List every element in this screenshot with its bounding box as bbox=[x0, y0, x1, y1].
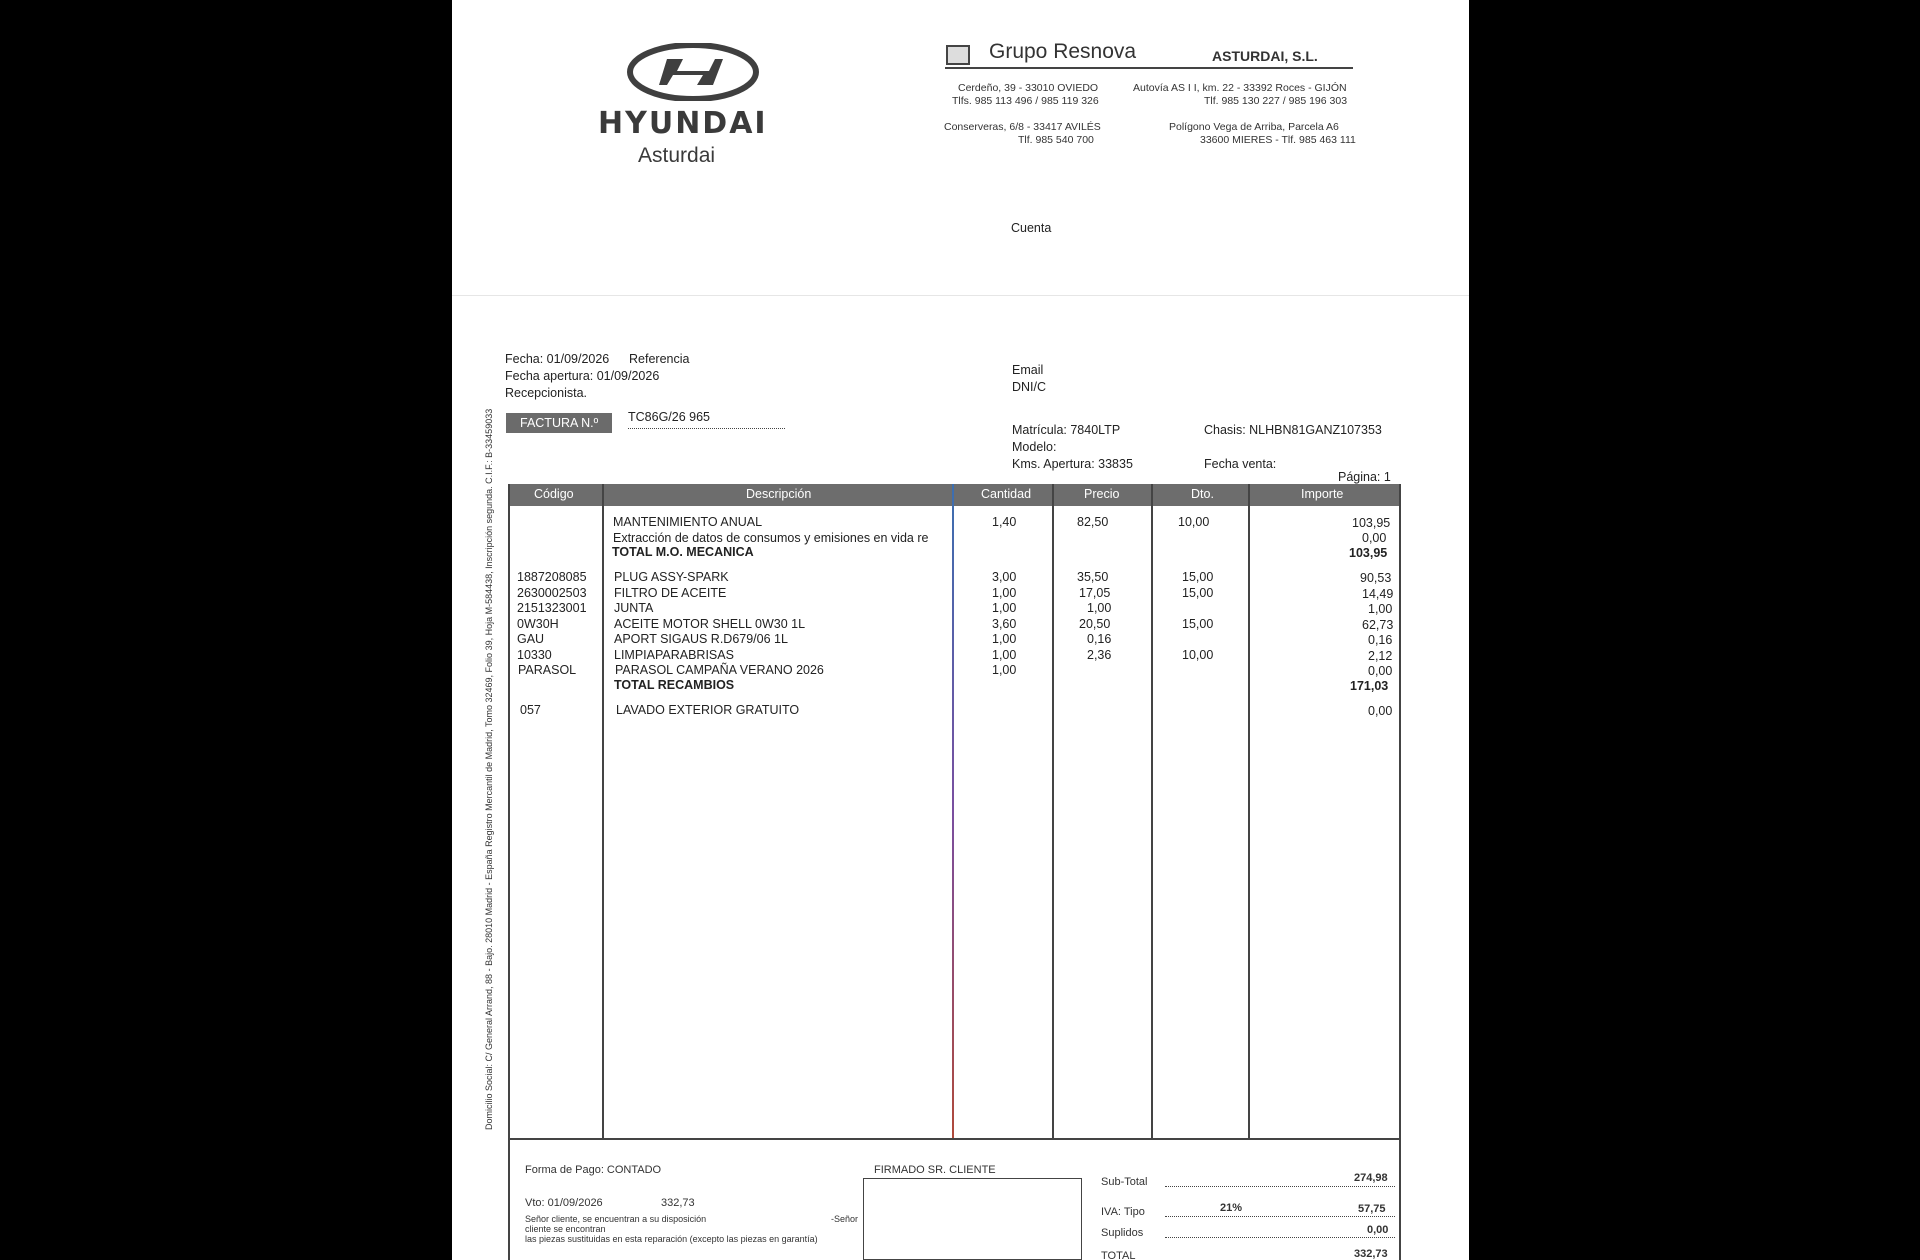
row-1-dto: 10,00 bbox=[1178, 515, 1210, 529]
row-4-codigo: 1887208085 bbox=[517, 570, 587, 584]
table-header bbox=[508, 484, 1401, 506]
row-12-importe: 0,00 bbox=[1368, 704, 1393, 718]
row-1-importe: 103,95 bbox=[1352, 516, 1391, 530]
row-10-codigo: PARASOL bbox=[518, 663, 577, 677]
address-mieres-1: Polígono Vega de Arriba, Parcela A6 bbox=[1169, 121, 1339, 133]
row-9-dto: 10,00 bbox=[1182, 648, 1214, 662]
row-7-cantidad: 3,60 bbox=[992, 617, 1017, 631]
row-6-cantidad: 1,00 bbox=[992, 601, 1017, 615]
row-7-descripcion: ACEITE MOTOR SHELL 0W30 1L bbox=[614, 617, 806, 631]
senor-label: -Señor bbox=[831, 1214, 859, 1224]
modelo: Modelo: bbox=[1012, 440, 1057, 454]
total-label: TOTAL bbox=[1101, 1250, 1136, 1260]
grid-line bbox=[952, 484, 954, 1140]
row-8-cantidad: 1,00 bbox=[992, 632, 1017, 646]
logo-brand-text: HYUNDAI bbox=[598, 106, 768, 141]
row-4-cantidad: 3,00 bbox=[992, 570, 1017, 584]
fecha-apertura: Fecha apertura: 01/09/2026 bbox=[505, 369, 660, 383]
row-6-descripcion: JUNTA bbox=[614, 601, 654, 615]
grid-line bbox=[1399, 484, 1401, 1140]
row-4-precio: 35,50 bbox=[1077, 570, 1109, 584]
vencimiento: Vto: 01/09/2026 bbox=[525, 1197, 603, 1209]
row-10-descripcion: PARASOL CAMPAÑA VERANO 2026 bbox=[615, 663, 824, 677]
dni-label: DNI/C bbox=[1012, 380, 1047, 394]
address-oviedo-2: Tlfs. 985 113 496 / 985 119 326 bbox=[952, 95, 1099, 107]
address-aviles-1: Conserveras, 6/8 - 33417 AVILÉS bbox=[944, 121, 1101, 133]
row-9-importe: 2,12 bbox=[1368, 649, 1393, 663]
referencia: Referencia bbox=[629, 352, 690, 366]
row-1-descripcion: MANTENIMIENTO ANUAL bbox=[613, 515, 763, 529]
row-9-cantidad: 1,00 bbox=[992, 648, 1017, 662]
chasis: Chasis: NLHBN81GANZ107353 bbox=[1204, 423, 1382, 437]
logo-sub-text: Asturdai bbox=[638, 144, 716, 167]
nota-3: las piezas sustituidas en esta reparación (excepto las piezas en garantía) bbox=[525, 1234, 818, 1244]
address-mieres-2: 33600 MIERES - Tlf. 985 463 111 bbox=[1200, 134, 1356, 146]
row-8-precio: 0,16 bbox=[1087, 632, 1112, 646]
row-7-codigo: 0W30H bbox=[517, 617, 559, 631]
kms-apertura: Kms. Apertura: 33835 bbox=[1012, 457, 1133, 471]
invoice-page bbox=[452, 0, 1469, 1260]
row-10-cantidad: 1,00 bbox=[992, 663, 1017, 677]
row-3-descripcion: TOTAL M.O. MECANICA bbox=[612, 545, 754, 559]
factura-label: FACTURA N.º bbox=[506, 413, 612, 433]
row-8-importe: 0,16 bbox=[1368, 633, 1393, 647]
fecha: Fecha: 01/09/2026 bbox=[505, 352, 610, 366]
row-4-dto: 15,00 bbox=[1182, 570, 1214, 584]
company-name: ASTURDAI, S.L. bbox=[1212, 48, 1318, 64]
factura-dots bbox=[628, 428, 785, 429]
row-8-descripcion: APORT SIGAUS R.D679/06 1L bbox=[614, 632, 788, 646]
grid-line bbox=[602, 484, 604, 1140]
matricula: Matrícula: 7840LTP bbox=[1012, 423, 1121, 437]
grid-line bbox=[1248, 484, 1250, 1140]
cuenta-label: Cuenta bbox=[1011, 221, 1052, 235]
row-7-importe: 62,73 bbox=[1362, 618, 1394, 632]
grid-line bbox=[1151, 484, 1153, 1140]
row-9-codigo: 10330 bbox=[517, 648, 552, 662]
row-3-importe: 103,95 bbox=[1349, 546, 1388, 560]
row-1-precio: 82,50 bbox=[1077, 515, 1109, 529]
vencimiento-importe: 332,73 bbox=[661, 1197, 695, 1209]
row-2-descripcion: Extracción de datos de consumos y emisiones en vida re bbox=[613, 531, 929, 545]
resnova-logo-icon bbox=[946, 45, 970, 65]
col-precio: Precio bbox=[1084, 487, 1120, 501]
legal-side-text: Domicilio Social: C/ General Arrand, 88 - Bajo. 28010 Madrid - España Registro Mercantil de Madrid, Tomo 32469, Folio 39, Hoja M-584438, Inscripción segunda. C.I.F.: B-33459033 bbox=[484, 408, 494, 1130]
col-descripcion: Descripción bbox=[746, 487, 812, 501]
col-codigo: Código bbox=[534, 487, 574, 501]
grid-line bbox=[1052, 484, 1054, 1140]
suplidos-label: Suplidos bbox=[1101, 1227, 1144, 1239]
row-11-descripcion: TOTAL RECAMBIOS bbox=[614, 678, 735, 692]
group-name: Grupo Resnova bbox=[989, 40, 1137, 63]
col-importe: Importe bbox=[1301, 487, 1344, 501]
nota-2: cliente se encontran bbox=[525, 1224, 606, 1234]
fold-line bbox=[452, 295, 1469, 296]
row-4-importe: 90,53 bbox=[1360, 571, 1392, 585]
col-cantidad: Cantidad bbox=[981, 487, 1032, 501]
hyundai-logo-icon bbox=[627, 43, 759, 101]
fecha-venta: Fecha venta: bbox=[1204, 457, 1277, 471]
subtotal-value: 274,98 bbox=[1354, 1172, 1388, 1184]
nota-1: Señor cliente, se encuentran a su disposición bbox=[525, 1214, 707, 1224]
row-2-importe: 0,00 bbox=[1362, 531, 1387, 545]
iva-value: 57,75 bbox=[1358, 1203, 1386, 1215]
address-oviedo-1: Cerdeño, 39 - 33010 OVIEDO bbox=[958, 82, 1099, 94]
firmado-label: FIRMADO SR. CLIENTE bbox=[874, 1164, 996, 1176]
row-11-importe: 171,03 bbox=[1350, 679, 1389, 693]
row-5-descripcion: FILTRO DE ACEITE bbox=[614, 586, 727, 600]
col-dto: Dto. bbox=[1191, 487, 1214, 501]
recepcionista: Recepcionista. bbox=[505, 386, 587, 400]
grid-line bbox=[508, 484, 510, 1140]
suplidos-dots bbox=[1165, 1237, 1395, 1238]
row-12-descripcion: LAVADO EXTERIOR GRATUITO bbox=[616, 703, 800, 717]
subtotal-dots bbox=[1165, 1186, 1395, 1187]
row-6-codigo: 2151323001 bbox=[517, 601, 587, 615]
row-5-dto: 15,00 bbox=[1182, 586, 1214, 600]
total-value: 332,73 bbox=[1354, 1248, 1388, 1260]
iva-dots bbox=[1165, 1216, 1395, 1217]
address-gijon-2: Tlf. 985 130 227 / 985 196 303 bbox=[1204, 95, 1348, 107]
row-5-importe: 14,49 bbox=[1362, 587, 1394, 601]
header-divider bbox=[945, 67, 1353, 69]
row-5-cantidad: 1,00 bbox=[992, 586, 1017, 600]
page-number: Página: 1 bbox=[1338, 470, 1391, 484]
row-7-dto: 15,00 bbox=[1182, 617, 1214, 631]
subtotal-label: Sub-Total bbox=[1101, 1176, 1148, 1188]
address-gijon-1: Autovía AS I I, km. 22 - 33392 Roces - GIJÓN bbox=[1133, 82, 1347, 94]
row-5-codigo: 2630002503 bbox=[517, 586, 587, 600]
iva-label: IVA: Tipo bbox=[1101, 1206, 1145, 1218]
row-9-precio: 2,36 bbox=[1087, 648, 1112, 662]
address-aviles-2: Tlf. 985 540 700 bbox=[1018, 134, 1094, 146]
forma-pago: Forma de Pago: CONTADO bbox=[525, 1164, 662, 1176]
row-12-codigo: 057 bbox=[520, 703, 541, 717]
row-1-cantidad: 1,40 bbox=[992, 515, 1017, 529]
factura-number: TC86G/26 965 bbox=[628, 410, 710, 424]
row-6-precio: 1,00 bbox=[1087, 601, 1112, 615]
row-8-codigo: GAU bbox=[517, 632, 545, 646]
row-5-precio: 17,05 bbox=[1079, 586, 1111, 600]
row-9-descripcion: LIMPIAPARABRISAS bbox=[614, 648, 734, 662]
iva-tipo: 21% bbox=[1220, 1202, 1243, 1214]
signature-box bbox=[863, 1178, 1082, 1260]
email-label: Email bbox=[1012, 363, 1044, 377]
row-6-importe: 1,00 bbox=[1368, 602, 1393, 616]
row-10-importe: 0,00 bbox=[1368, 664, 1393, 678]
row-4-descripcion: PLUG ASSY-SPARK bbox=[614, 570, 729, 584]
suplidos-value: 0,00 bbox=[1367, 1224, 1389, 1236]
row-7-precio: 20,50 bbox=[1079, 617, 1111, 631]
